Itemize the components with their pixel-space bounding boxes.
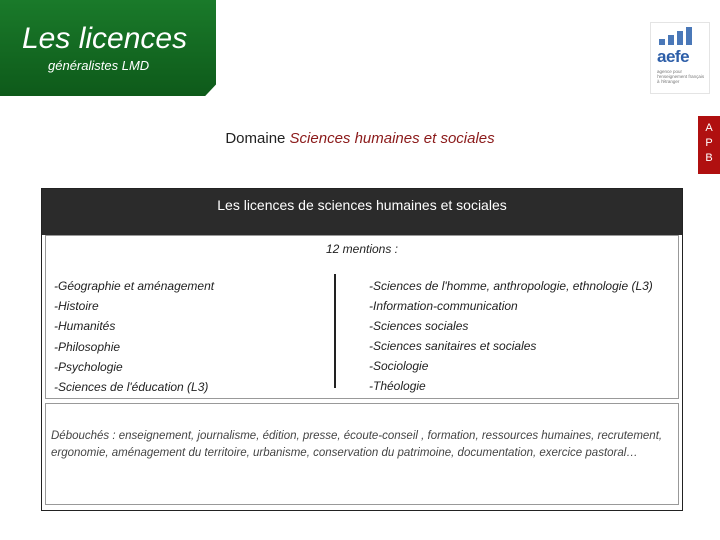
mentions-box [45,235,679,399]
apb-letter: B [705,152,713,164]
debouches-text: Débouchés : enseignement, journalisme, édition, presse, écoute-conseil , formation, ressources humaines, recrutement, ergonomie, aménagement du territoire, urbanisme, conservation du patrimoine, documentation, exercice pastoral… [51,430,663,459]
list-item: -Information-communication [369,299,518,313]
mentions-count: 12 mentions : [325,242,399,256]
domain-name: Sciences humaines et sociales [289,130,495,147]
list-item: -Philosophie [54,339,121,354]
list-item: -Géographie et aménagement [54,279,215,293]
list-item: -Sciences de l'homme, anthropologie, ethnologie (L3) [369,279,653,293]
mentions-right-list [369,276,653,396]
licences-panel [41,188,683,511]
apb-letter: A [705,122,713,134]
panel-header: Les licences de sciences humaines et sociales [42,189,682,235]
apb-letter: P [705,137,713,149]
logo-text: aefe [657,47,690,66]
list-item: -Sciences sanitaires et sociales [369,339,537,353]
list-item: -Sciences de l'éducation (L3) [54,380,209,395]
list-item: -Humanités [54,319,116,334]
logo-fine-print: agence pour l'enseignement français à l'étranger [657,69,705,84]
list-item: -Psychologie [54,359,123,374]
debouches-box [45,403,679,505]
list-item: -Sciences sociales [369,319,469,333]
list-item: -Sociologie [369,359,429,373]
list-item: -Théologie [369,379,426,393]
aefe-logo [650,22,710,94]
list-item: -Histoire [54,299,99,314]
logo-graphic-icon [659,27,703,45]
column-divider [334,274,336,388]
domain-heading [0,130,720,147]
domain-prefix: Domaine [225,130,290,147]
mentions-left-list [54,276,214,397]
page-title: Les licences [22,22,188,55]
page-subtitle: généralistes LMD [48,58,150,73]
